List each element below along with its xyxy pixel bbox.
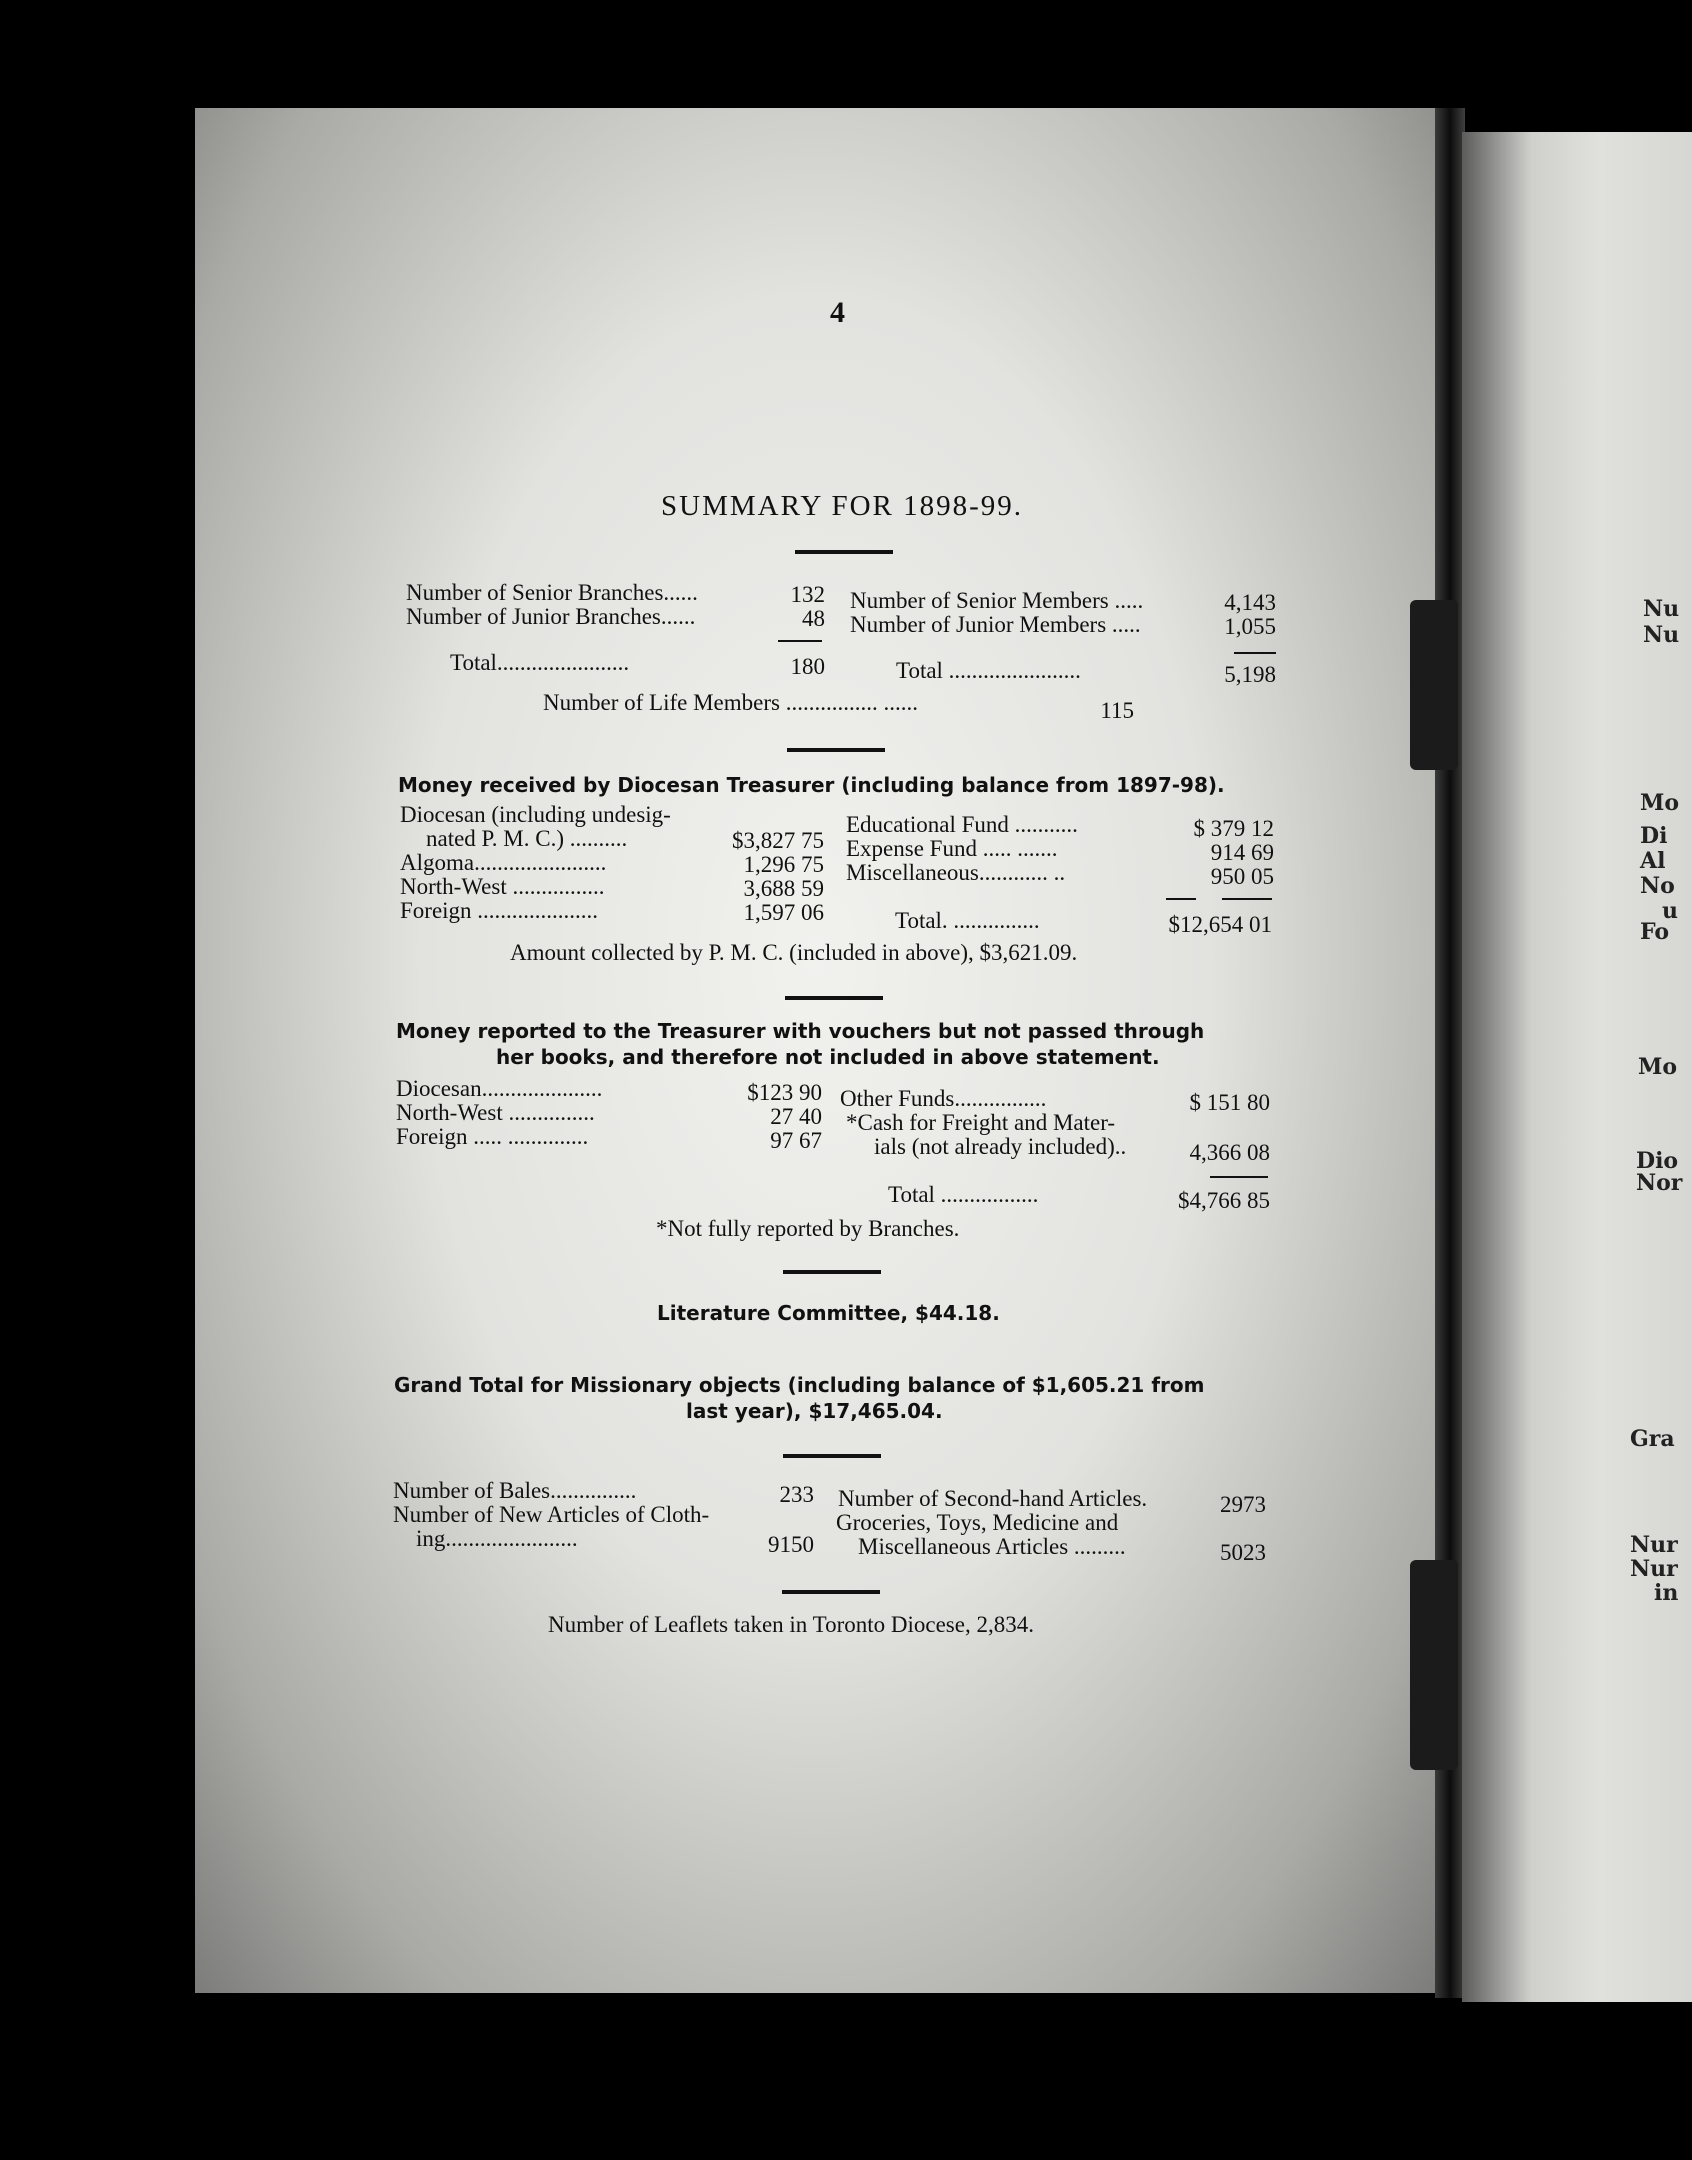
total-rule: [778, 640, 822, 642]
members-total-value: 5,198: [1224, 662, 1276, 687]
money-received-left-value: 1,296 75: [743, 852, 824, 877]
leaflets-note: Number of Leaflets taken in Toronto Diocese, 2,834.: [548, 1612, 1034, 1637]
facing-page-text: u: [1662, 898, 1678, 924]
junior-branches-value: 48: [802, 606, 825, 631]
articles-left-value: 233: [779, 1482, 814, 1507]
articles-right-item: Groceries, Toys, Medicine and: [836, 1510, 1119, 1535]
money-received-left-item: nated P. M. C.) ..........: [426, 826, 628, 851]
facing-page-text: Nu: [1643, 596, 1680, 622]
divider: [787, 748, 885, 752]
money-received-right-item: Educational Fund ...........: [846, 812, 1078, 837]
total-rule: [1210, 1176, 1268, 1178]
money-reported-right-item: Other Funds................: [840, 1086, 1047, 1111]
money-reported-total-value: $4,766 85: [1178, 1188, 1270, 1213]
facing-page-text: Nor: [1636, 1170, 1683, 1196]
divider: [783, 1454, 881, 1458]
money-reported-left-item: North-West ...............: [396, 1100, 595, 1125]
page-number: 4: [830, 296, 845, 329]
total-rule: [1166, 898, 1196, 900]
facing-page-text: Fo: [1640, 919, 1670, 945]
articles-left-item: Number of New Articles of Cloth-: [393, 1502, 710, 1527]
money-received-left-value: 1,597 06: [743, 900, 824, 925]
page-title: SUMMARY FOR 1898-99.: [661, 490, 1024, 522]
money-reported-left-value: 97 67: [770, 1128, 822, 1153]
facing-page-text: No: [1640, 873, 1675, 899]
facing-page-text: Dio: [1636, 1148, 1679, 1174]
money-reported-right-value: $ 151 80: [1189, 1090, 1270, 1115]
money-reported-left-value: $123 90: [747, 1080, 822, 1105]
junior-members-value: 1,055: [1224, 614, 1276, 639]
life-members-label: Number of Life Members ................ ......: [543, 690, 918, 715]
money-received-right-item: Expense Fund ..... .......: [846, 836, 1058, 861]
money-reported-right-item: ials (not already included)..: [874, 1134, 1127, 1159]
section-heading: Money reported to the Treasurer with vouchers but not passed through: [396, 1019, 1205, 1043]
divider: [782, 1590, 880, 1594]
footnote: *Not fully reported by Branches.: [656, 1216, 960, 1241]
money-reported-total-label: Total .................: [888, 1182, 1039, 1207]
total-rule: [1234, 652, 1276, 654]
articles-right-value: 5023: [1220, 1540, 1266, 1565]
junior-branches-label: Number of Junior Branches......: [406, 604, 696, 629]
divider: [783, 1270, 881, 1274]
articles-left-item: ing.......................: [416, 1526, 578, 1551]
money-received-right-value: $ 379 12: [1193, 816, 1274, 841]
senior-branches-value: 132: [790, 582, 825, 607]
branches-total-label: Total.......................: [450, 650, 630, 675]
money-received-total-label: Total. ...............: [895, 908, 1040, 933]
junior-members-label: Number of Junior Members .....: [850, 612, 1141, 637]
members-total-label: Total .......................: [896, 658, 1081, 683]
money-received-right-value: 914 69: [1210, 840, 1274, 865]
facing-page-text: Mo: [1640, 790, 1680, 816]
articles-right-item: Miscellaneous Articles .........: [858, 1534, 1126, 1559]
branches-total-value: 180: [790, 654, 825, 679]
divider: [795, 550, 893, 554]
grand-total: Grand Total for Missionary objects (including balance of $1,605.21 from: [394, 1373, 1205, 1397]
money-received-total-value: $12,654 01: [1168, 912, 1272, 937]
facing-page-text: Nur: [1630, 1556, 1678, 1582]
senior-branches-label: Number of Senior Branches......: [406, 580, 698, 605]
facing-page-text: Al: [1640, 848, 1666, 874]
facing-page-text: Gra: [1630, 1426, 1675, 1452]
senior-members-label: Number of Senior Members .....: [850, 588, 1144, 613]
money-received-left-value: 3,688 59: [743, 876, 824, 901]
money-received-right-value: 950 05: [1210, 864, 1274, 889]
money-reported-right-value: 4,366 08: [1189, 1140, 1270, 1165]
literature-committee: Literature Committee, $44.18.: [657, 1301, 1000, 1325]
money-received-left-value: $3,827 75: [732, 828, 824, 853]
section-heading: Money received by Diocesan Treasurer (including balance from 1897-98).: [398, 773, 1225, 797]
total-rule: [1222, 898, 1272, 900]
binding-clip: [1410, 1560, 1458, 1770]
articles-right-item: Number of Second-hand Articles.: [838, 1486, 1148, 1511]
facing-page-text: Di: [1640, 823, 1668, 849]
money-reported-left-item: Diocesan.....................: [396, 1076, 603, 1101]
facing-page-text: Mo: [1638, 1054, 1678, 1080]
facing-page-text: in: [1654, 1580, 1679, 1606]
section-heading: her books, and therefore not included in above statement.: [496, 1045, 1160, 1069]
articles-left-value: 9150: [768, 1532, 814, 1557]
facing-page-text: Nur: [1630, 1532, 1678, 1558]
divider: [785, 996, 883, 1000]
facing-page-text: Nu: [1643, 622, 1680, 648]
money-received-left-item: North-West ................: [400, 874, 605, 899]
articles-right-value: 2973: [1220, 1492, 1266, 1517]
pmc-note: Amount collected by P. M. C. (included in above), $3,621.09.: [510, 940, 1078, 965]
money-reported-right-item: *Cash for Freight and Mater-: [846, 1110, 1116, 1135]
articles-left-item: Number of Bales...............: [393, 1478, 637, 1503]
money-received-left-item: Diocesan (including undesig-: [400, 802, 671, 827]
grand-total: last year), $17,465.04.: [686, 1399, 943, 1423]
money-received-left-item: Foreign .....................: [400, 898, 599, 923]
life-members-value: 115: [1100, 698, 1134, 723]
senior-members-value: 4,143: [1224, 590, 1276, 615]
money-received-right-item: Miscellaneous............ ..: [846, 860, 1066, 885]
money-reported-left-value: 27 40: [770, 1104, 822, 1129]
binding-clip: [1410, 600, 1458, 770]
money-reported-left-item: Foreign ..... ..............: [396, 1124, 589, 1149]
money-received-left-item: Algoma.......................: [400, 850, 607, 875]
